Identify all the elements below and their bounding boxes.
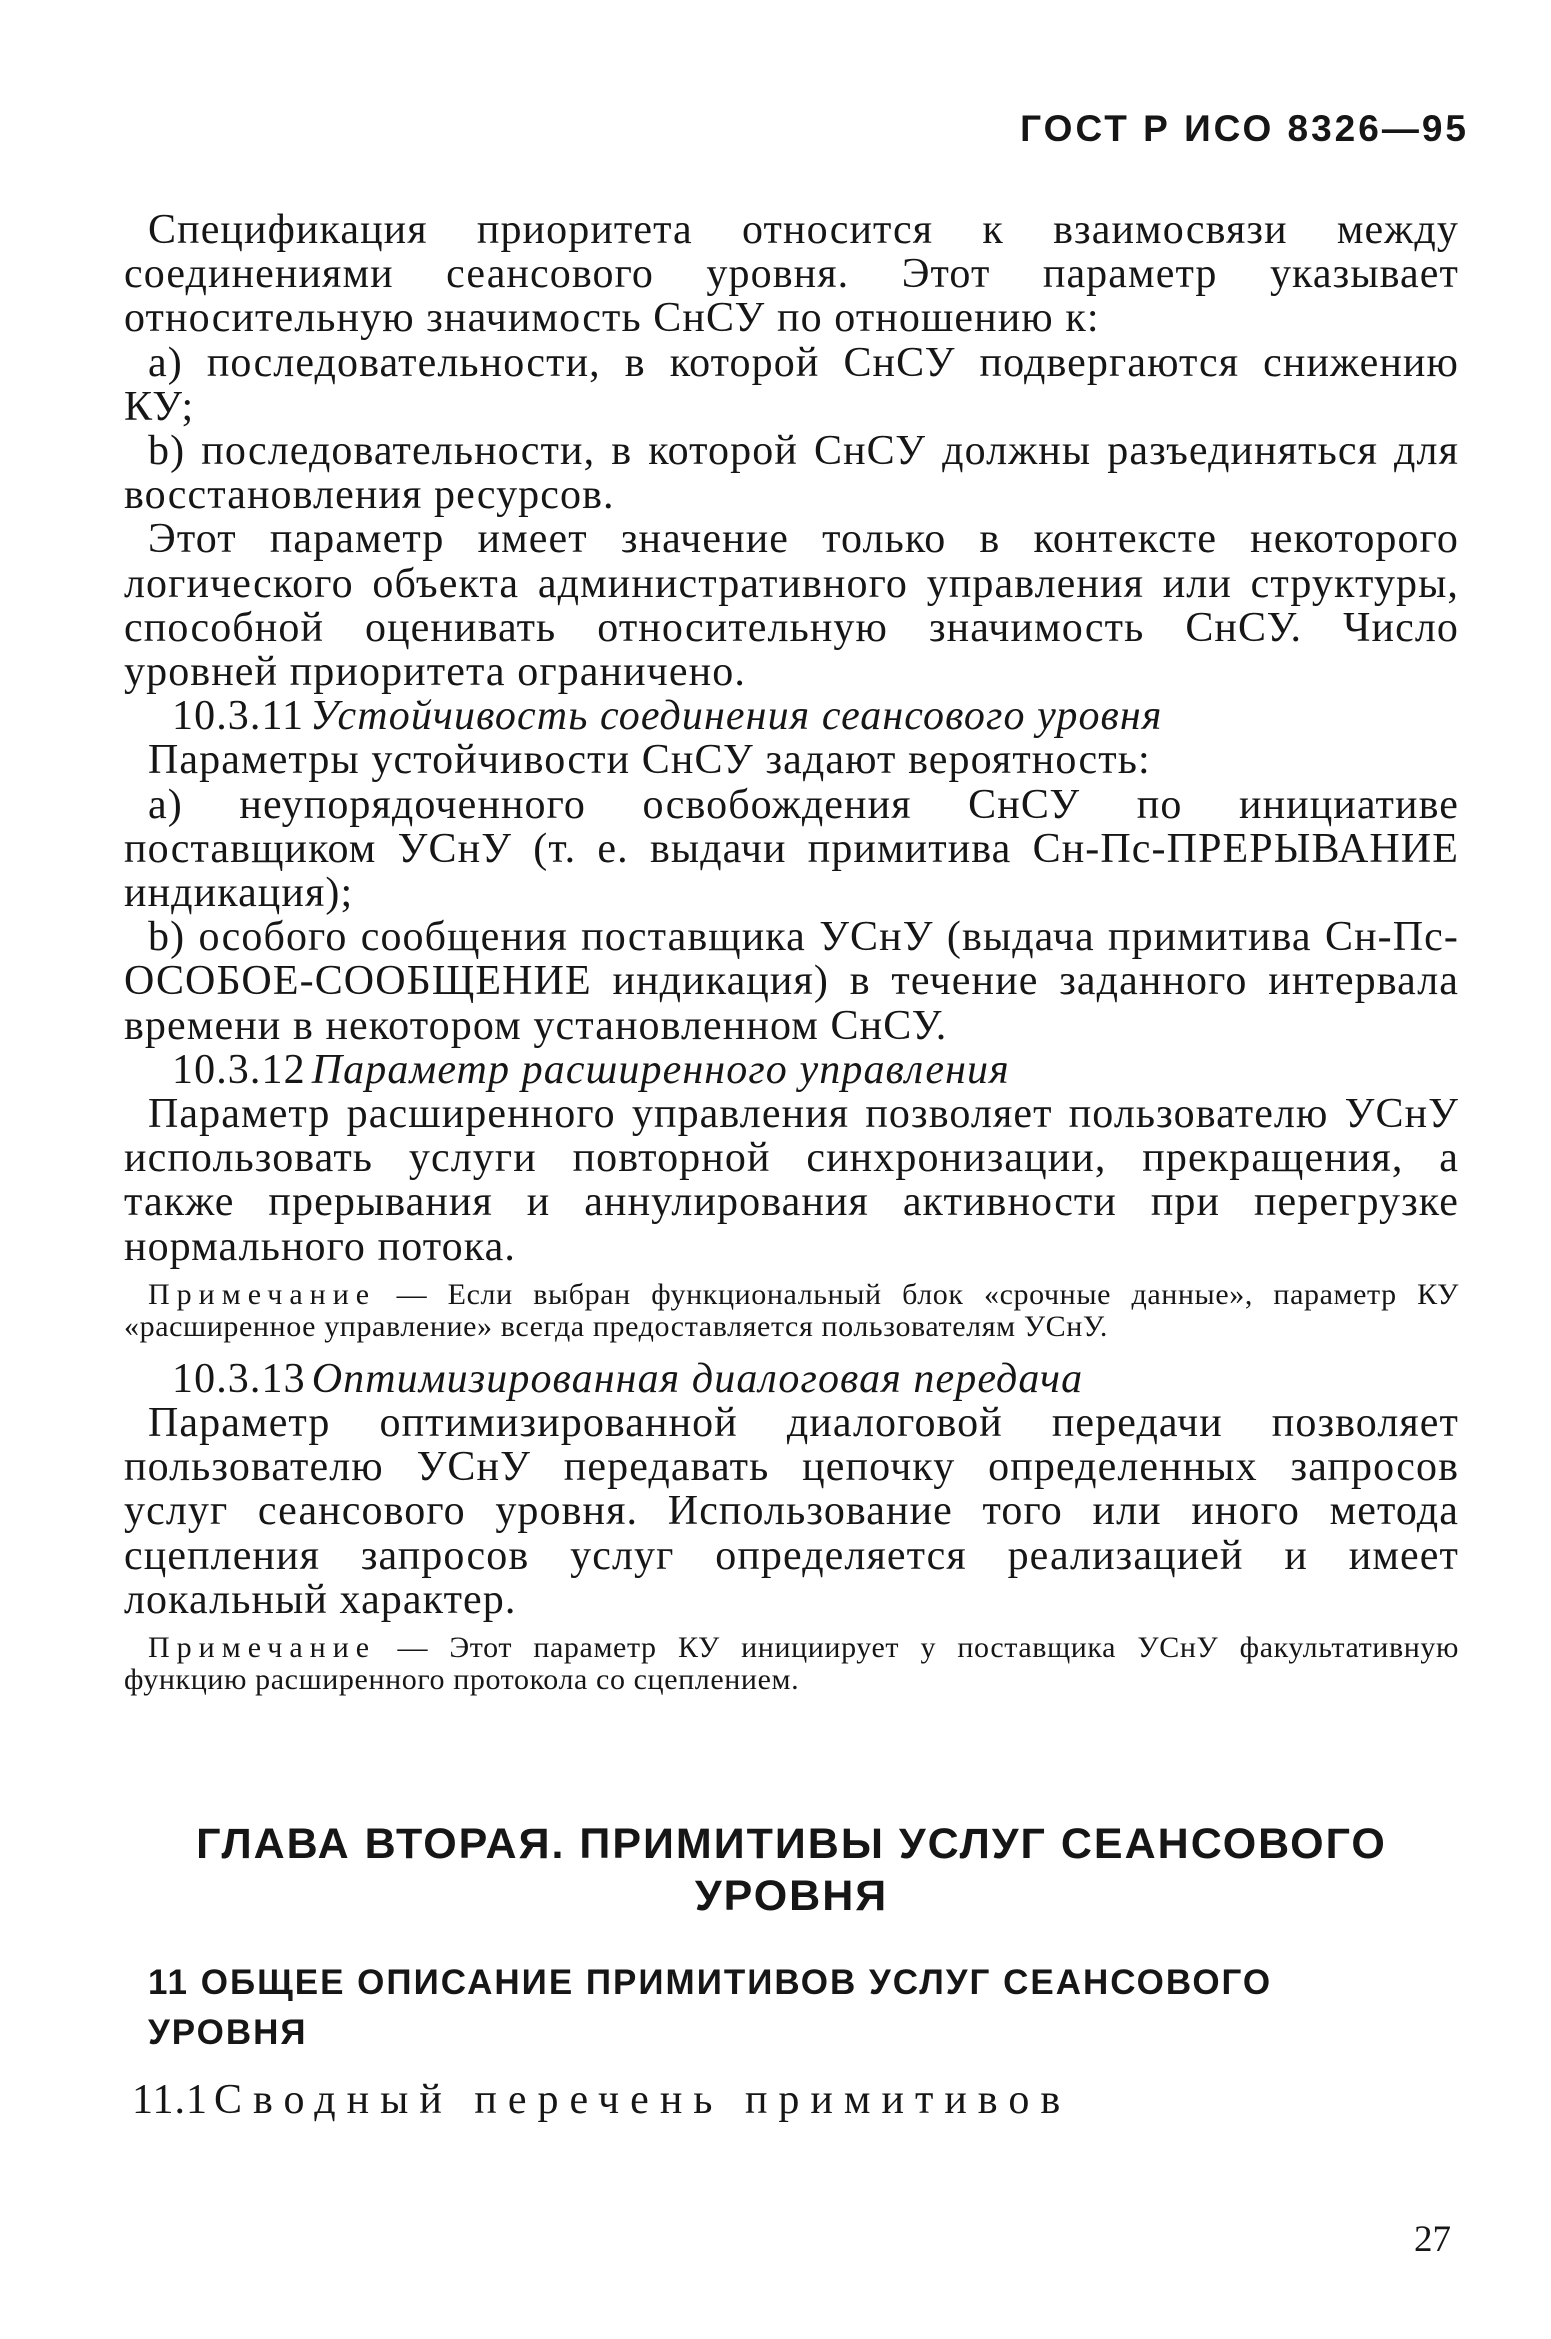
paragraph: Параметры устойчивости СнСУ задают вероятность: [148, 737, 1151, 784]
paragraph: Этот параметр имеет значение только в контексте некоторого логического объекта административного управления или структуры, способной оценивать относительную значимость СнСУ. Число уровней приоритета ограничено. [124, 516, 1459, 696]
note-text: — Если выбран функциональный блок «срочные данные», параметр КУ «расширенное управление» всегда предоставляется пользователям УСнУ. [124, 1277, 1459, 1343]
clause-title: Параметр расширенного управления [311, 1046, 1010, 1093]
paragraph: Спецификация приоритета относится к взаимосвязи между соединениями сеансового уровня. Этот параметр указывает относительную значимость СнСУ по отношению к: [124, 207, 1459, 342]
section-title-line: 11 ОБЩЕЕ ОПИСАНИЕ ПРИМИТИВОВ УСЛУГ СЕАНСОВОГО [148, 1963, 1273, 2002]
body-text [124, 208, 1459, 1710]
list-item: a) последовательности, в которой СнСУ подвергаются снижению КУ; [124, 339, 1459, 430]
note-label: Примечание [148, 1631, 377, 1665]
note-text: — Этот параметр КУ инициирует у поставщика УСнУ факультативную функцию расширенного протокола со сцеплением. [124, 1631, 1459, 1697]
section-title-line: УРОВНЯ [148, 2013, 308, 2052]
subsection-title: Сводный перечень примитивов [213, 2077, 1072, 2123]
clause-heading [124, 1048, 1459, 1092]
clause-title: Оптимизированная диалоговая передача [311, 1355, 1084, 1402]
subsection-number: 11.1 [132, 2077, 208, 2123]
note-label: Примечание [148, 1277, 377, 1311]
chapter-title [124, 1818, 1459, 1922]
paragraph: Параметр расширенного управления позволяет пользователю УСнУ использовать услуги повторной синхронизации, прекращения, а также прерывания и аннулирования активности при перегрузке нормального потока. [124, 1091, 1459, 1270]
list-item: b) последовательности, в которой СнСУ должны разъединяться для восстановления ресурсов. [124, 428, 1459, 519]
clause-number: 10.3.12 [172, 1046, 306, 1093]
chapter-title-line: УРОВНЯ [694, 1872, 889, 1920]
section-title [148, 1958, 1348, 2058]
list-item: a) неупорядоченного освобождения СнСУ по инициативе поставщиком УСнУ (т. е. выдачи примитива Сн-Пс-ПРЕРЫВАНИЕ индикация); [124, 781, 1459, 917]
clause-number: 10.3.11 [172, 693, 305, 740]
chapter-title-line: ГЛАВА ВТОРАЯ. ПРИМИТИВЫ УСЛУГ СЕАНСОВОГО [196, 1820, 1387, 1868]
subsection-heading [132, 2076, 1071, 2124]
note [124, 1632, 1459, 1696]
clause-title: Устойчивость соединения сеансового уровня [310, 693, 1163, 740]
clause-heading [124, 1357, 1459, 1401]
clause-heading [124, 694, 1459, 738]
list-item: b) особого сообщения поставщика УСнУ (выдача примитива Сн-Пс-ОСОБОЕ-СООБЩЕНИЕ индикация) в течение заданного интервала времени в некотором установленном СнСУ. [124, 914, 1459, 1049]
running-head: ГОСТ Р ИСО 8326—95 [1020, 108, 1469, 149]
paragraph: Параметр оптимизированной диалоговой передачи позволяет пользователю УСнУ передавать цепочку определенных запросов услуг сеансового уровня. Использование того или иного метода сцепления запросов услуг определяется реализацией и имеет локальный характер. [124, 1400, 1459, 1623]
page-number: 27 [1414, 2219, 1451, 2260]
clause-number: 10.3.13 [172, 1355, 306, 1402]
note [124, 1279, 1459, 1343]
